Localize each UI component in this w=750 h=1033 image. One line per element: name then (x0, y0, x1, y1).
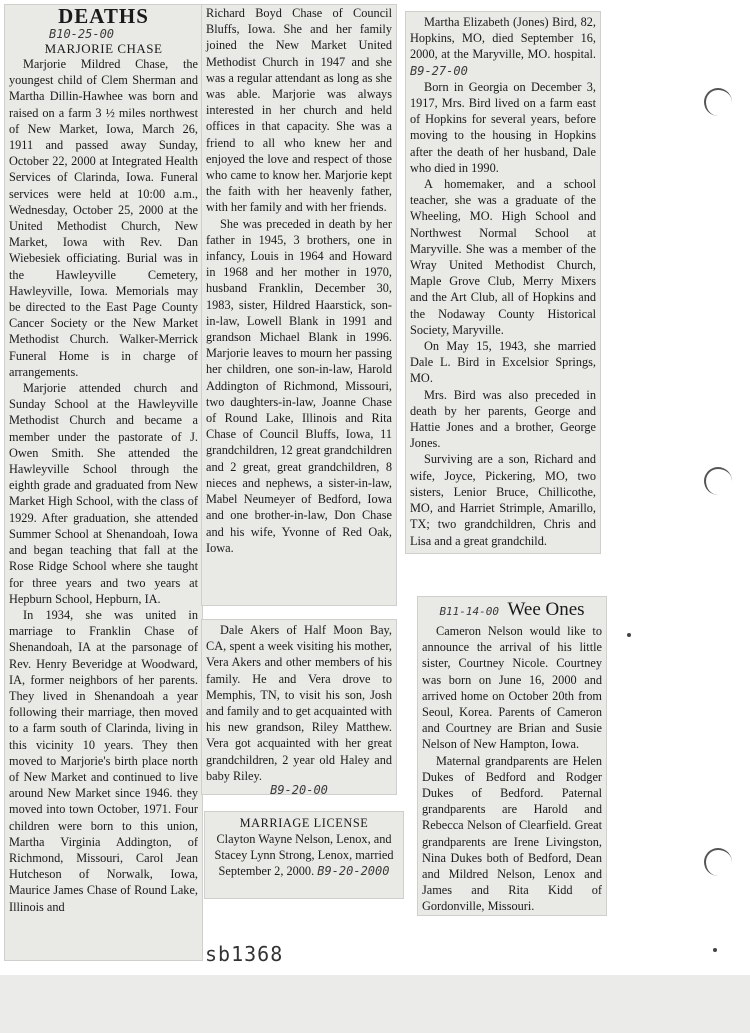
punch-hole (704, 88, 732, 116)
marriage-license-body: Clayton Wayne Nelson, Lenox, and Stacey Lynn Strong, Lenox, married September 2, 2000. (214, 832, 394, 879)
speck (713, 948, 717, 952)
obituary-paragraph: Mrs. Bird was also preceded in death by her parents, George and Hattie Jones and a brother, George Jones. (410, 387, 596, 451)
obituary-paragraph: Born in Georgia on December 3, 1917, Mrs. Bird lived on a farm east of Hopkins for several years, before moving to the housing in Hopkins after the death of her husband, Dale who died in 1990. (410, 79, 596, 175)
akers-notice-text: Dale Akers of Half Moon Bay, CA, spent a week visiting his mother, Vera Akers and other members of his family. He and Vera drove to Memphis, TN, to visit his son, Josh and family and to get acquainted with his new grandson, Riley Matthew. Vera got acquainted with her great grandchildren, 2 year old Haley and baby Riley. (206, 623, 392, 783)
obituary-paragraph: In 1934, she was united in marriage to Franklin Chase of Shenandoah, IA at the parsonage of Rev. Henry Beveridge at Woodward, IA, former neighbors of her parents. They lived in Shenandoah a year following their marriage, then moved to a farm south of Clarinda, living in this vicinity 10 years. They then moved to Marjorie's birth place north of New Market and continued to live around New Market since 1946. they moved into town October, 1971. Four children were born to this union, Martha Virginia Addington, of Richmond, Missouri, Carol Jean Hutcheson of Norwalk, Iowa, Maurice James Chase of Round Lake, Illinois and (9, 607, 198, 914)
punch-hole (704, 848, 732, 876)
obituary-paragraph: Marjorie Mildred Chase, the youngest child of Clem Sherman and Martha Dillin-Hawhee was born and raised on a farm 3 ½ miles northwest of New Market, Iowa, March 26, 1911 and passed away Sunday, October 22, 2000 at Integrated Health Services of Clarinda, Iowa. Funeral services were held at 10:00 a.m., Wednesday, October 25, 2000 at the United Methodist Church, New Market, Iowa with Rev. Dan Wiebesiek officiating. Burial was in the Hawleyville Cemetery, Hawleyville, Iowa. Memorials may be directed to the East Page County Cancer Society or the New Market Methodist Church. Walker-Merrick Funeral Home is in charge of arrangements. (9, 57, 198, 379)
handwritten-page-number: sb1368 (205, 942, 284, 966)
wee-ones-heading-row (422, 599, 602, 623)
obituary-paragraph: Marjorie attended church and Sunday School at the Hawleyville Methodist Church and became a member under the pastorate of J. Owen Smith. She attended the Hawleyville School through the eighth grade and graduated from New Market High School, with the class of 1929. After graduation, she attended Summer School at Shenandoah, Iowa and began teaching that fall at the Rose Ridge School where she taught for three years and two years at Hepburn School, Hepburn, IA. (9, 381, 198, 606)
obituary-paragraph: She was preceded in death by her father in 1945, 3 brothers, one in infancy, Louis in 1964 and Howard in 1968 and her mother in 1970, husband Franklin, December 30, 1983, sister, Hildred Haarstick, son-in-law, Lowell Blank in 1991 and grandson Michael Blank in 1996. Marjorie leaves to mourn her passing her children, one son-in-law, Harold Addington of Richmond, Missouri, two daughters-in-law, Joanne Chase of Round Lake, Illinois and Rita Chase of Council Bluffs, Iowa, 11 grandchildren, 12 great grandchildren and 2 great, great grandchildren, 8 nieces and nephews, a sister-in-law, Mabel Neumeyer of Bedford, Iowa and one brother-in-law, Don Chase and his wife, Yvonne of Red Oak, Iowa. (206, 216, 392, 555)
obituary-paragraph: Richard Boyd Chase of Council Bluffs, Iowa. She and her family joined the New Market United Methodist Church in 1947 and she was a regular attendant as long as she was able. Marjorie was always interested in her church and held offices in that capacity. She was a friend to all who knew her and enjoyed the love and respect of those who came to know her. Marjorie kept the faith with her heavenly father, with her family and with her friends. (206, 6, 392, 215)
handwritten-date: B9-27-00 (410, 63, 468, 78)
page-bottom-margin (0, 975, 750, 1033)
punch-hole (704, 467, 732, 495)
announcement-paragraph: Cameron Nelson would like to announce the arrival of his little sister, Courtney Nicole. Courtney was born on June 16, 2000 and arrived home on October 20th from Seoul, Korea. Parents of Cameron and Courtney are Brian and Susie Nelson of New Hampton, Iowa. (422, 624, 602, 752)
obituary-paragraph: Surviving are a son, Richard and wife, Joyce, Pickering, MO, two sisters, Lenior Bruce, Chillicothe, MO, and Harriet Strimple, Amarillo, TX; two grandchildren, Chris and Lisa and a great grandchild. (410, 452, 596, 548)
obituary-chase-clipping (5, 5, 202, 960)
obituary-intro-text: Martha Elizabeth (Jones) Bird, 82, Hopkins, MO, died September 16, 2000, at the Maryville, MO. hospital. (410, 15, 596, 62)
announcement-paragraph: Maternal grandparents are Helen Dukes of Bedford and Rodger Dukes of Bedford. Paternal grandparents are Harold and Rebecca Nelson of Clearfield. Great grandparents are Irene Livingston, Nina Dukes both of Bedford, Dean and Mildred Nelson, Lenox and James and Rita Kidd of Gordonville, Missouri. (422, 753, 602, 914)
marriage-license-text (210, 831, 398, 880)
handwritten-date: B10-25-00 (49, 27, 115, 41)
speck (627, 633, 631, 637)
obituary-paragraph: A homemaker, and a school teacher, she was a graduate of the Wheeling, MO. High School and Northwest Normal School at Maryville. She was a member of the Wray United Methodist Church, Maple Grove Club, Merry Mixers and the Art Club, all of Hopkins and the Nodaway County Historical Society, Maryville. (410, 177, 596, 337)
akers-notice-clipping (202, 620, 396, 794)
handwritten-date: B9-20-2000 (317, 864, 390, 879)
obituary-chase-continued (202, 5, 396, 605)
marriage-license-heading: MARRIAGE LICENSE (239, 816, 369, 830)
wee-ones-heading: Wee Ones (507, 599, 585, 620)
deaths-heading: DEATHS (58, 5, 149, 28)
handwritten-date: B9-20-00 (270, 783, 328, 794)
obituary-intro (410, 14, 596, 79)
obituary-bird-clipping (406, 12, 600, 553)
marriage-license-clipping (205, 812, 403, 898)
obituary-paragraph: On May 15, 1943, she married Dale L. Bird in Excelsior Springs, MO. (410, 339, 596, 386)
obituary-name: MARJORIE CHASE (44, 41, 163, 56)
handwritten-date: B11-14-00 (439, 605, 500, 618)
wee-ones-clipping (418, 597, 606, 915)
